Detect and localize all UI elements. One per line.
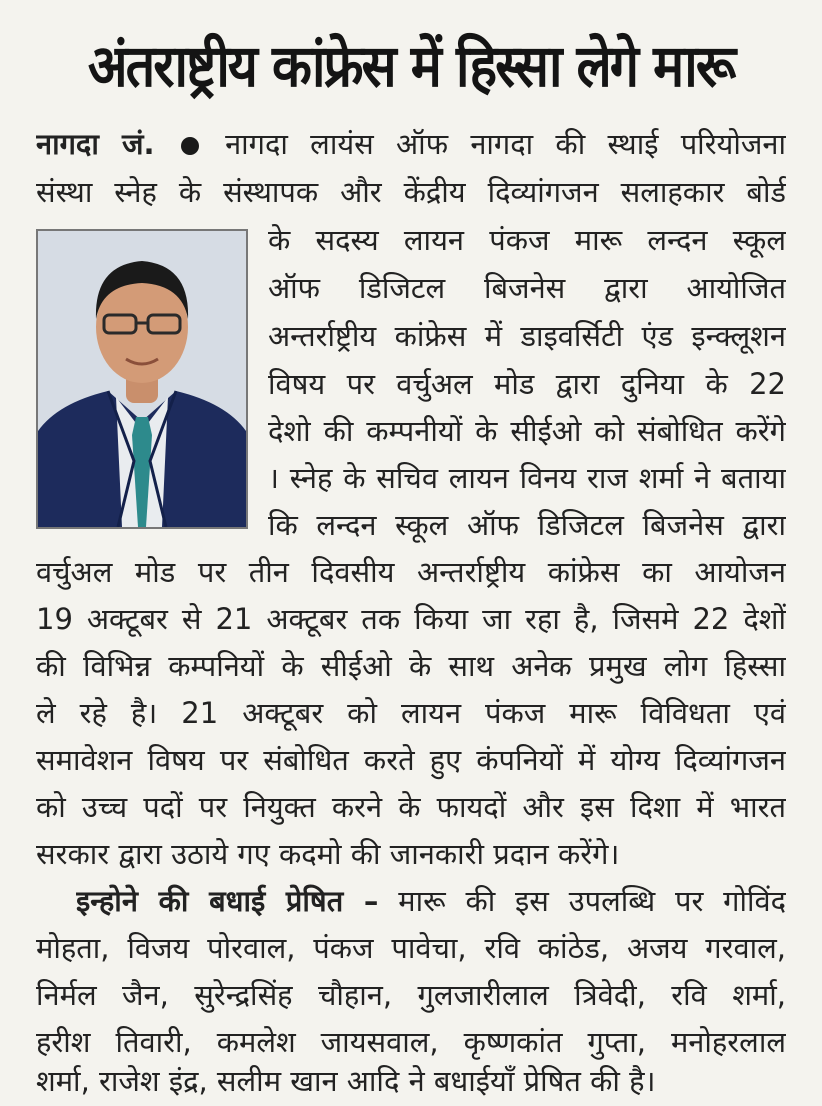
- article-line-3: के सदस्य लायन पंकज मारू लन्दन स्कूल: [268, 223, 786, 257]
- portrait-photo: [36, 229, 248, 529]
- article-line-10: वर्चुअल मोड पर तीन दिवसीय अन्तर्राष्ट्रीय कांफ्रेस का आयोजन: [36, 555, 786, 589]
- greetings-line-2: मोहता, विजय पोरवाल, पंकज पावेचा, रवि कांठेड, अजय गरवाल,: [36, 931, 786, 965]
- article-line-15: को उच्च पदों पर नियुक्त करने के फायदों और इस दिशा में भारत: [36, 790, 786, 824]
- article-line-7: देशो की कम्पनीयों के सीईओ को संबोधित करेंगे: [268, 414, 786, 448]
- article-line-6: विषय पर वर्चुअल मोड द्वारा दुनिया के 22: [268, 367, 786, 401]
- article-line-9: कि लन्दन स्कूल ऑफ डिजिटल बिजनेस द्वारा: [268, 508, 786, 542]
- article-line-16: सरकार द्वारा उठाये गए कदमो की जानकारी प्रदान करेंगे।: [36, 837, 620, 871]
- greetings-line-5: शर्मा, राजेश इंद्र, सलीम खान आदि ने बधाईयाँ प्रेषित की है।: [36, 1064, 656, 1098]
- headline: अंतराष्ट्रीय कांफ्रेस में हिस्सा लेगे मारू: [87, 33, 735, 101]
- article-line-13: ले रहे है। 21 अक्टूबर को लायन पंकज मारू विविधता एवं: [36, 696, 786, 730]
- article-line-2: संस्था स्नेह के संस्थापक और केंद्रीय दिव्यांगजन सलाहकार बोर्ड: [36, 175, 786, 209]
- greetings-text: मारू की इस उपलब्धि पर गोविंद: [398, 884, 786, 918]
- article-line-12: की विभिन्न कम्पनियों के सीईओ के साथ अनेक प्रमुख लोग हिस्सा: [36, 649, 786, 683]
- greetings-heading: इन्होने की बधाई प्रेषित –: [76, 884, 379, 918]
- article-line-5: अन्तर्राष्ट्रीय कांफ्रेस में डाइवर्सिटी एंड इन्क्लूशन: [268, 319, 786, 353]
- article-line-14: समावेशन विषय पर संबोधित करते हुए कंपनियों में योग्य दिव्यांगजन: [36, 743, 786, 777]
- greetings-line-1: [76, 876, 786, 926]
- article-line-11: 19 अक्टूबर से 21 अक्टूबर तक किया जा रहा है, जिसमे 22 देशों: [36, 602, 786, 636]
- article-text: नागदा लायंस ऑफ नागदा की स्थाई परियोजना: [225, 127, 786, 161]
- dateline: नागदा जं.: [36, 127, 155, 161]
- article-line-1: [36, 119, 786, 169]
- portrait-illustration: [38, 231, 246, 527]
- greetings-line-4: हरीश तिवारी, कमलेश जायसवाल, कृष्णकांत गुप्ता, मनोहरलाल: [36, 1025, 786, 1059]
- bullet-icon: [181, 137, 199, 155]
- article-line-8: । स्नेह के सचिव लायन विनय राज शर्मा ने बताया: [268, 461, 786, 495]
- greetings-line-3: निर्मल जैन, सुरेन्द्रसिंह चौहान, गुलजारीलाल त्रिवेदी, रवि शर्मा,: [36, 978, 786, 1012]
- article-line-4: ऑफ डिजिटल बिजनेस द्वारा आयोजित: [268, 271, 786, 305]
